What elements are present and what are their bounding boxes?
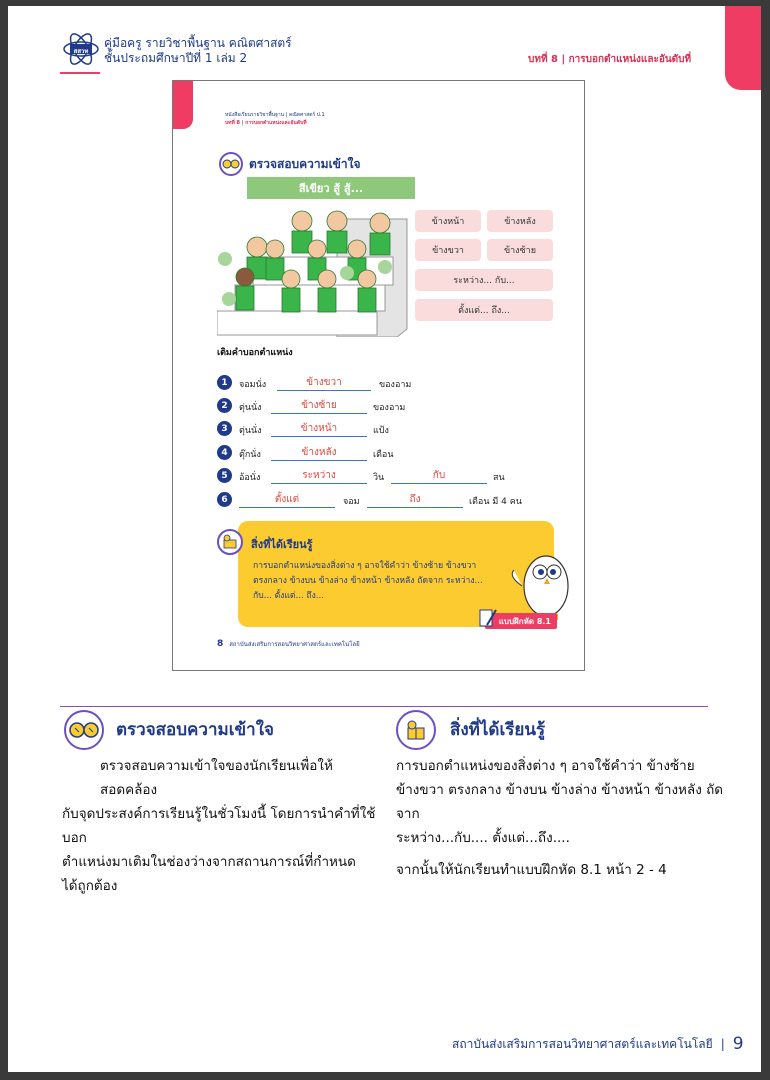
row-answer: ข้างซ้าย xyxy=(271,398,367,414)
cheer-banner: สีเขียว สู้ สู้... xyxy=(247,177,415,199)
row-answer: ข้างหลัง xyxy=(271,445,367,461)
inner-footer xyxy=(217,639,360,649)
row-subject: ตุ๊กนั่ง xyxy=(239,450,261,460)
row-object-2: สน xyxy=(493,473,505,483)
row-answer: ข้างขวา xyxy=(277,375,371,391)
row-number: 1 xyxy=(217,375,232,390)
right-line: ระหว่าง...กับ.... ตั้งแต่...ถึง.... xyxy=(396,830,570,846)
left-line: ตำแหน่งมาเติมในช่องว่างจากสถานการณ์ที่กำหนด xyxy=(62,854,356,870)
right-line: ข้างขวา ตรงกลาง ข้างบน ข้างล่าง ข้างหน้า ข้างหลัง ถัดจาก xyxy=(396,782,724,822)
header-underline xyxy=(60,72,100,74)
left-section-body xyxy=(62,754,380,898)
inner-header-line1: หนังสือเรียนรายวิชาพื้นฐาน | คณิตศาสตร์ ป.1 xyxy=(225,112,325,118)
lightbulb-book-icon xyxy=(217,529,243,555)
check-understanding-heading xyxy=(219,152,361,176)
page xyxy=(8,6,761,1072)
row-object: วิน xyxy=(373,473,385,483)
glasses-icon xyxy=(219,152,243,176)
row-subject: ตุ่นนั่ง xyxy=(239,403,262,413)
row-object: แป้ง xyxy=(373,426,389,436)
row-number: 5 xyxy=(217,468,232,483)
row-number: 3 xyxy=(217,421,232,436)
page-footer xyxy=(452,1034,744,1054)
right-section-body xyxy=(396,754,726,882)
left-section-title: ตรวจสอบความเข้าใจ xyxy=(116,720,274,740)
row-object: เดือน xyxy=(373,450,394,460)
row-object: ของอาม xyxy=(379,380,412,390)
right-line: การบอกตำแหน่งของสิ่งต่าง ๆ อาจใช้คำว่า ข้างซ้าย xyxy=(396,758,695,774)
row-answer: ตั้งแต่ xyxy=(239,492,335,508)
row-number: 4 xyxy=(217,445,232,460)
row-answer-2: กับ xyxy=(391,468,487,484)
row-subject: ตุ่นนั่ง xyxy=(239,426,262,436)
row-subject: จอมนั่ง xyxy=(239,380,267,390)
exercise-tag[interactable]: แบบฝึกหัด 8.1 xyxy=(485,613,557,629)
inner-footer-org: สถาบันส่งเสริมการสอนวิทยาศาสตร์และเทคโนโลยี xyxy=(229,641,360,648)
inner-header xyxy=(225,111,325,127)
page-number: 9 xyxy=(732,1034,744,1054)
logo-text: สสวท xyxy=(73,48,89,55)
fill-in-title: เติมคำบอกตำแหน่ง xyxy=(217,348,293,358)
check-title: ตรวจสอบความเข้าใจ xyxy=(249,156,361,171)
footer-org: สถาบันส่งเสริมการสอนวิทยาศาสตร์และเทคโนโลยี xyxy=(452,1036,713,1051)
row-object: จอม xyxy=(343,497,360,507)
row-number: 2 xyxy=(217,398,232,413)
learned-title: สิ่งที่ได้เรียนรู้ xyxy=(251,538,313,551)
row-object-2: เดือน มี 4 คน xyxy=(469,497,522,507)
right-next-step: จากนั้นให้นักเรียนทำแบบฝึกหัด 8.1 หน้า 2 - 4 xyxy=(396,862,667,878)
inner-header-line2: บทที่ 8 | การบอกตำแหน่งและอันดับที่ xyxy=(225,120,307,126)
chip-between: ระหว่าง... กับ... xyxy=(415,269,553,291)
book-title-line2: ชั้นประถมศึกษาปีที่ 1 เล่ม 2 xyxy=(104,51,248,65)
pencil-notebook-icon xyxy=(479,607,497,629)
corner-tab xyxy=(725,6,761,90)
inner-page-number: 8 xyxy=(217,639,224,649)
book-title xyxy=(104,36,292,66)
lightbulb-book-icon xyxy=(396,710,436,750)
chip-from-to: ตั้งแต่... ถึง... xyxy=(415,299,553,321)
cheerleaders-illustration xyxy=(217,199,412,337)
left-line: ตรวจสอบความเข้าใจของนักเรียนเพื่อให้สอดคล้อง xyxy=(100,758,333,798)
row-number: 6 xyxy=(217,492,232,507)
row-answer: ระหว่าง xyxy=(271,468,367,484)
glasses-icon xyxy=(64,710,104,750)
chip-left: ข้างซ้าย xyxy=(487,239,553,261)
inner-corner-tab xyxy=(173,81,193,129)
chapter-label: บทที่ 8 | การบอกตำแหน่งและอันดับที่ xyxy=(528,54,692,65)
chip-right: ข้างขวา xyxy=(415,239,481,261)
student-book-page xyxy=(172,80,585,671)
row-subject: อ้อนั่ง xyxy=(239,473,261,483)
section-divider xyxy=(60,706,708,707)
left-line: กับจุดประสงค์การเรียนรู้ในชั่วโมงนี้ โดยการนำคำที่ใช้บอก xyxy=(62,806,376,846)
left-line: ได้ถูกต้อง xyxy=(62,878,118,894)
chip-front: ข้างหน้า xyxy=(415,210,481,232)
learned-text: การบอกตำแหน่งของสิ่งต่าง ๆ อาจใช้คำว่า ข้างซ้าย ข้างขวา ตรงกลาง ข้างบน ข้างล่าง ข้างหน้า ข้างหลัง ถัดจาก ระหว่าง... กับ... ตั้งแต่... ถึง... xyxy=(253,561,483,601)
row-object: ของอาม xyxy=(373,403,406,413)
row-answer: ข้างหน้า xyxy=(271,421,367,437)
row-answer-2: ถึง xyxy=(367,492,463,508)
right-section-title: สิ่งที่ได้เรียนรู้ xyxy=(450,720,546,740)
chip-back: ข้างหลัง xyxy=(487,210,553,232)
book-title-line1: คู่มือครู รายวิชาพื้นฐาน คณิตศาสตร์ xyxy=(104,36,292,50)
footer-separator: | xyxy=(720,1037,725,1051)
